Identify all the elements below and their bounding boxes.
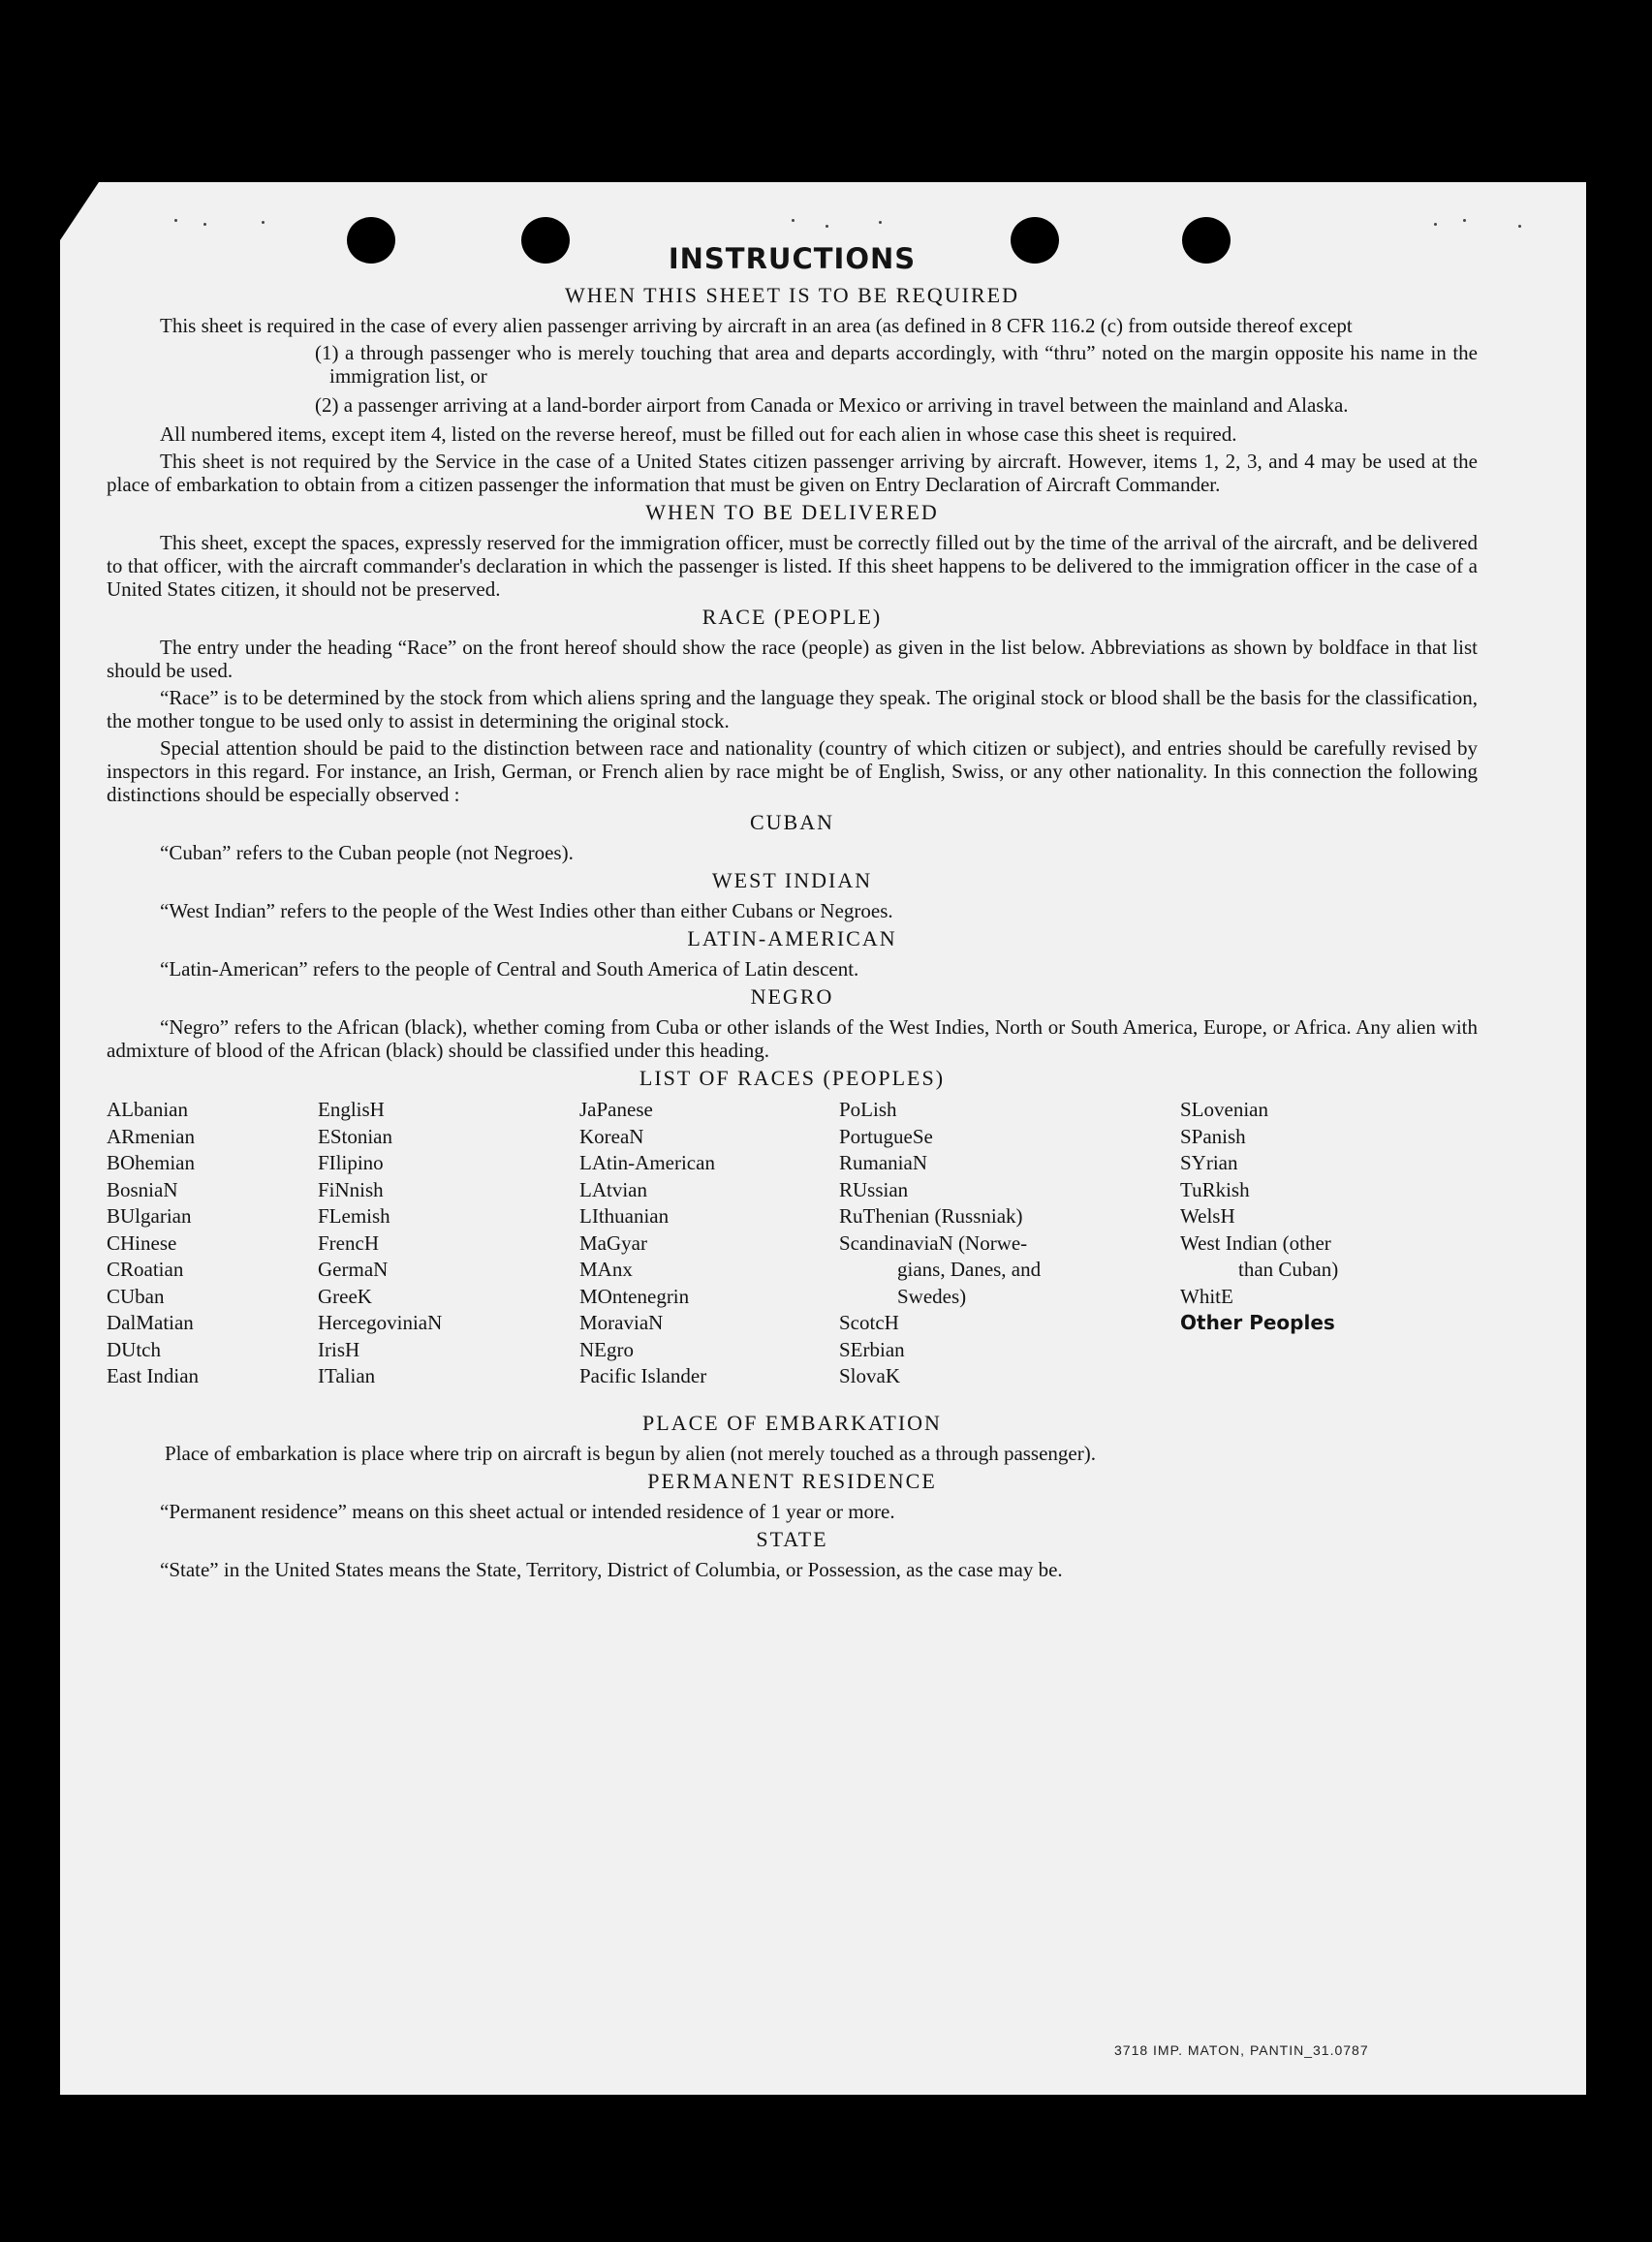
races-list	[107, 1097, 1478, 1407]
race-entry: BosniaN	[107, 1177, 178, 1201]
section-heading-when-required: WHEN THIS SHEET IS TO BE REQUIRED	[565, 283, 1019, 307]
race-entry: SErbian	[839, 1337, 905, 1361]
races-column	[579, 1097, 715, 1390]
races-column	[318, 1097, 442, 1390]
race-entry: RuThenian (Russniak)	[839, 1204, 1023, 1228]
paragraph: “Latin-American” refers to the people of Central and South America of Latin descent.	[160, 957, 859, 981]
race-entry: ALbanian	[107, 1098, 188, 1121]
race-entry: WelsH	[1180, 1204, 1235, 1228]
race-entry: PortugueSe	[839, 1124, 933, 1148]
race-entry: MaGyar	[579, 1230, 647, 1255]
race-entry: TuRkish	[1180, 1177, 1250, 1201]
race-entry: HercegoviniaN	[318, 1311, 443, 1334]
speck	[262, 221, 265, 224]
race-entry: MoraviaN	[579, 1311, 664, 1334]
race-entry: RUssian	[839, 1177, 909, 1201]
paragraph: This sheet is not required by the Service in the case of a United States citizen passenger arriving by aircraft. However, items 1, 2, 3, and 4 may be used at the place of embarkation to obtain from a citizen passenger the information that must be given on Entry Declaration of Aircraft Commander.	[107, 450, 1478, 496]
race-entry: SYrian	[1180, 1151, 1238, 1174]
race-entry: BOhemian	[107, 1151, 195, 1174]
race-entry: KoreaN	[579, 1124, 644, 1148]
section-heading-residence: PERMANENT RESIDENCE	[647, 1469, 937, 1493]
race-entry: West Indian (other	[1180, 1230, 1331, 1255]
race-entry: SPanish	[1180, 1124, 1246, 1148]
race-entry: LAtvian	[579, 1177, 647, 1201]
speck	[826, 225, 828, 228]
race-entry: RumaniaN	[839, 1151, 927, 1174]
race-entry: FIlipino	[318, 1151, 384, 1174]
paragraph: “Race” is to be determined by the stock from which aliens spring and the language they speak. The original stock or blood shall be the basis for the classification, the mother tongue to be used only to assist in determining the original stock.	[107, 686, 1478, 732]
section-heading-races-list: LIST OF RACES (PEOPLES)	[639, 1066, 946, 1090]
race-entry: MAnx	[579, 1258, 633, 1281]
race-entry: FiNnish	[318, 1177, 384, 1201]
races-column	[107, 1097, 199, 1390]
race-entry: LIthuanian	[579, 1204, 670, 1228]
race-entry: GreeK	[318, 1284, 372, 1308]
paragraph: All numbered items, except item 4, listed on the reverse hereof, must be filled out for each alien in whose case this sheet is required.	[160, 422, 1237, 446]
exceptions-list	[107, 341, 1478, 417]
race-entry: East Indian	[107, 1364, 200, 1387]
race-entry: GermaN	[318, 1258, 389, 1281]
section-heading-race: RACE (PEOPLE)	[701, 605, 883, 629]
race-entry: EStonian	[318, 1124, 392, 1148]
speck	[174, 219, 177, 222]
paragraph: “West Indian” refers to the people of the West Indies other than either Cubans or Negroes.	[160, 899, 893, 922]
section-heading-when-delivered: WHEN TO BE DELIVERED	[645, 500, 939, 524]
paragraph: Special attention should be paid to the distinction between race and nationality (country of which citizen or subject), and entries should be carefully revised by inspectors in this regard. For instance, an Irish, German, or French alien by race might be of English, Swiss, or any other nationality. In this connection the following distinctions should be especially observed :	[107, 736, 1478, 806]
race-entry: MOntenegrin	[579, 1284, 690, 1308]
race-entry: JaPanese	[579, 1098, 653, 1121]
page-title: INSTRUCTIONS	[668, 242, 917, 275]
race-entry: SLovenian	[1180, 1098, 1268, 1121]
speck	[792, 219, 795, 222]
speck	[1434, 223, 1437, 226]
paragraph: Place of embarkation is place where trip on aircraft is begun by alien (not merely touched as a through passenger).	[165, 1442, 1096, 1465]
race-entry: EnglisH	[318, 1098, 385, 1121]
race-entry: gians, Danes, and	[897, 1258, 1042, 1281]
paragraph: “State” in the United States means the State, Territory, District of Columbia, or Possession, as the case may be.	[160, 1558, 1063, 1581]
speck	[1463, 219, 1466, 222]
race-entry: ScotcH	[839, 1311, 899, 1334]
race-entry: ScandinaviaN (Norwe-	[839, 1230, 1028, 1255]
paragraph: “Cuban” refers to the Cuban people (not Negroes).	[160, 841, 574, 864]
paragraph: This sheet is required in the case of every alien passenger arriving by aircraft in an area (as defined in 8 CFR 116.2 (c) from outside thereof except	[160, 314, 1353, 337]
section-heading-west-indian: WEST INDIAN	[711, 868, 873, 892]
paragraph: The entry under the heading “Race” on the front hereof should show the race (people) as given in the list below. Abbreviations as shown by boldface in that list should be used.	[107, 636, 1478, 682]
race-entry: CUban	[107, 1284, 165, 1308]
race-entry: PoLish	[839, 1098, 897, 1121]
race-entry: NEgro	[579, 1337, 634, 1361]
race-entry: WhitE	[1180, 1284, 1233, 1308]
race-entry: ARmenian	[107, 1124, 195, 1148]
race-entry: BUlgarian	[107, 1204, 192, 1228]
race-entry: DalMatian	[107, 1311, 194, 1334]
paragraph: This sheet, except the spaces, expressly reserved for the immigration officer, must be correctly filled out by the time of the arrival of the aircraft, and be delivered to that officer, with the aircraft commander's declaration in which the passenger is listed. If this sheet happens to be delivered to the immigration officer in the case of a United States citizen, it should not be preserved.	[107, 531, 1478, 601]
section-heading-latin-american: LATIN-AMERICAN	[687, 926, 897, 950]
races-column	[1180, 1097, 1338, 1337]
printer-mark: 3718 IMP. MATON, PANTIN_31.0787	[1114, 2042, 1369, 2058]
races-column	[839, 1097, 1041, 1390]
race-entry: Swedes)	[897, 1284, 967, 1308]
section-heading-cuban: CUBAN	[749, 810, 834, 834]
paragraph: “Permanent residence” means on this sheet actual or intended residence of 1 year or more.	[160, 1500, 895, 1523]
race-entry: DUtch	[107, 1337, 161, 1361]
race-entry: Other Peoples	[1180, 1311, 1335, 1334]
race-entry: LAtin-American	[579, 1151, 715, 1174]
race-entry: SlovaK	[839, 1364, 900, 1387]
race-entry: CRoatian	[107, 1258, 184, 1281]
race-entry: FLemish	[318, 1204, 390, 1228]
race-entry: CHinese	[107, 1230, 177, 1255]
paragraph: “Negro” refers to the African (black), whether coming from Cuba or other islands of the West Indies, North or South America, Europe, or Africa. Any alien with admixture of blood of the African (black) should be classified under this heading.	[107, 1015, 1478, 1062]
speck	[879, 221, 882, 224]
list-item: (2) a passenger arriving at a land-border airport from Canada or Mexico or arriving in travel between the mainland and Alaska.	[315, 393, 1349, 417]
section-heading-embarkation: PLACE OF EMBARKATION	[642, 1411, 942, 1435]
race-entry: IrisH	[318, 1337, 360, 1361]
section-heading-negro: NEGRO	[750, 984, 834, 1009]
speck	[1518, 225, 1521, 228]
race-entry: than Cuban)	[1238, 1258, 1339, 1281]
list-item: (1) a through passenger who is merely touching that area and departs accordingly, with “thru” noted on the margin opposite his name in the immigration list, or	[315, 341, 1478, 388]
instructions-content	[107, 242, 1478, 1585]
race-entry: FrencH	[318, 1230, 379, 1255]
race-entry: Pacific Islander	[579, 1364, 707, 1387]
speck	[203, 223, 206, 226]
section-heading-state: STATE	[756, 1527, 828, 1551]
race-entry: ITalian	[318, 1364, 376, 1387]
